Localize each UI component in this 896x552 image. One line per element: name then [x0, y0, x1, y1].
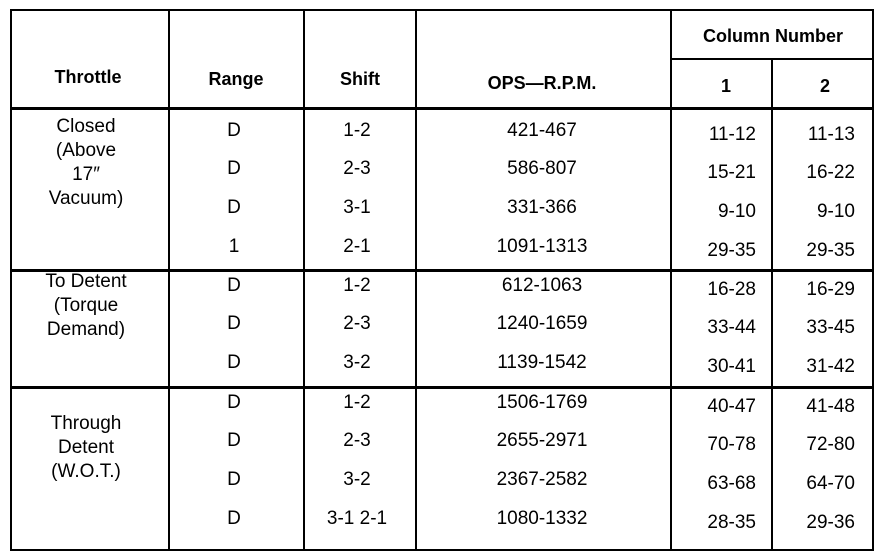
throttle-line: (W.O.T.) — [51, 461, 121, 482]
cell-rpm: 1080-1332 — [496, 508, 588, 529]
cell-c1: 40-47 — [707, 396, 756, 417]
cell-shift: 1-2 — [343, 120, 371, 141]
cell-shift: 2-3 — [343, 158, 371, 179]
cell-c2: 72-80 — [806, 434, 855, 455]
throttle-line: Demand) — [46, 319, 126, 340]
cell-rpm: 1139-1542 — [497, 352, 587, 373]
cell-range: D — [227, 158, 241, 179]
throttle-line: (Above — [55, 140, 117, 161]
cell-c2: 16-22 — [806, 162, 855, 183]
cell-shift: 3-2 — [343, 469, 371, 490]
col-divider-col1 — [771, 58, 773, 551]
cell-rpm: 1240-1659 — [496, 313, 588, 334]
cell-rpm: 586-807 — [507, 158, 577, 179]
cell-c2: 29-36 — [806, 512, 855, 533]
cell-shift: 3-2 — [343, 352, 371, 373]
cell-range: 1 — [228, 236, 240, 257]
cell-rpm: 421-467 — [507, 120, 577, 141]
group-divider-1 — [10, 269, 874, 272]
col-divider-throttle — [168, 9, 170, 551]
table-border-left — [10, 9, 12, 551]
throttle-group-label — [51, 412, 122, 484]
cell-range: D — [227, 430, 241, 451]
cell-c1: 28-35 — [707, 512, 756, 533]
throttle-group-label — [49, 115, 124, 211]
col-divider-rpm — [670, 9, 672, 551]
cell-shift: 2-3 — [343, 313, 371, 334]
cell-c1: 63-68 — [707, 473, 756, 494]
cell-c2: 41-48 — [806, 396, 855, 417]
cell-c2: 16-29 — [806, 279, 855, 300]
cell-rpm: 331-366 — [507, 197, 577, 218]
col-divider-range — [303, 9, 305, 551]
header-column-2: 2 — [819, 76, 831, 96]
throttle-line: To Detent — [45, 271, 127, 292]
cell-c2: 33-45 — [806, 317, 855, 338]
throttle-group-label — [45, 270, 126, 342]
cell-rpm: 2367-2582 — [496, 469, 588, 490]
header-column-number: Column Number — [702, 26, 844, 46]
cell-c1: 9-10 — [717, 201, 756, 222]
throttle-line: Detent — [58, 437, 114, 458]
cell-rpm: 1091-1313 — [496, 236, 588, 257]
cell-c2: 29-35 — [806, 240, 855, 261]
cell-shift: 3-1 — [343, 197, 371, 218]
header-shift: Shift — [340, 69, 380, 89]
cell-c2: 64-70 — [806, 473, 855, 494]
cell-rpm: 612-1063 — [501, 275, 583, 296]
header-throttle: Throttle — [54, 67, 122, 87]
cell-range: D — [227, 120, 241, 141]
cell-range: D — [227, 197, 241, 218]
cell-range: D — [227, 508, 241, 529]
cell-range: D — [227, 313, 241, 334]
cell-shift: 2-1 — [343, 236, 371, 257]
throttle-line: Closed — [56, 116, 116, 137]
cell-rpm: 2655-2971 — [496, 430, 588, 451]
cell-shift: 1-2 — [343, 275, 371, 296]
col-divider-shift — [415, 9, 417, 551]
table-border-top — [10, 9, 874, 11]
throttle-line: Vacuum) — [48, 188, 124, 209]
throttle-line: (Torque — [53, 295, 119, 316]
cell-c2: 11-13 — [807, 124, 855, 145]
cell-c2: 9-10 — [816, 201, 855, 222]
cell-range: D — [227, 392, 241, 413]
cell-c1: 15-21 — [707, 162, 756, 183]
header-range: Range — [208, 69, 264, 89]
header-ops-rpm: OPS—R.P.M. — [487, 73, 597, 93]
cell-c1: 70-78 — [707, 434, 756, 455]
header-column-1: 1 — [720, 76, 732, 96]
throttle-line: 17″ — [72, 164, 100, 185]
cell-shift: 3-1 2-1 — [326, 508, 388, 529]
cell-c1: 29-35 — [707, 240, 756, 261]
cell-range: D — [227, 352, 241, 373]
cell-rpm: 1506-1769 — [496, 392, 588, 413]
cell-c1: 11-12 — [708, 124, 756, 145]
table-border-bottom — [10, 549, 874, 551]
cell-range: D — [227, 469, 241, 490]
cell-c2: 31-42 — [806, 356, 855, 377]
cell-shift: 2-3 — [343, 430, 371, 451]
cell-shift: 1-2 — [343, 392, 371, 413]
cell-c1: 16-28 — [707, 279, 756, 300]
cell-c1: 33-44 — [707, 317, 756, 338]
header-divider — [10, 107, 874, 110]
throttle-line: Through — [50, 413, 122, 434]
cell-c1: 30-41 — [707, 356, 756, 377]
table-border-right — [872, 9, 874, 551]
cell-range: D — [227, 275, 241, 296]
group-divider-2 — [10, 386, 874, 389]
